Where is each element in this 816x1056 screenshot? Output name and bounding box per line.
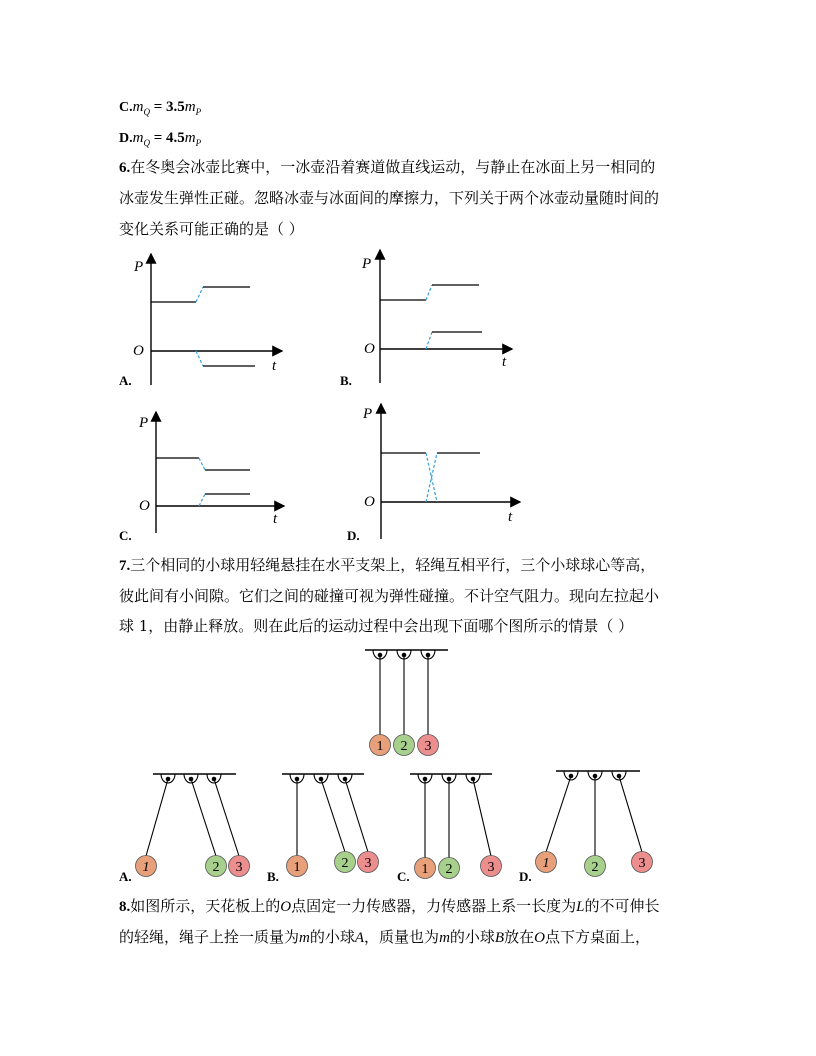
- string: [345, 779, 368, 852]
- q7-option-c-label: C.: [397, 869, 410, 884]
- y-axis-label: P: [363, 406, 373, 422]
- ball-label: 3: [487, 860, 495, 875]
- x-axis-label: t: [502, 354, 507, 370]
- string: [546, 776, 571, 852]
- option-formula: $m_Q = 3.5m_P$: [132, 99, 202, 117]
- option-letter: D.: [119, 131, 133, 146]
- option-letter: C.: [119, 100, 133, 115]
- y-axis-label: P: [139, 415, 149, 431]
- q7-option-d-label: D.: [519, 869, 532, 884]
- q7-option-b-label: B.: [267, 869, 279, 884]
- q8-line-1: 8.如图所示，天花板上的O点固定一力传感器，力传感器上系一长度为L的不可伸长: [119, 897, 660, 915]
- graph-d-label: D.: [347, 528, 360, 543]
- q6-text: 在冬奥会冰壶比赛中，一冰壶沿着赛道做直线运动，与静止在冰面上另一相同的: [130, 158, 656, 176]
- ball-label: 2: [445, 862, 453, 877]
- q7-line-2: 彼此间有小间隙。它们之间的碰撞可视为弹性碰撞。不计空气阻力。现向左拉起小: [119, 587, 660, 605]
- x-axis-label: t: [272, 358, 277, 374]
- graph-a-label: A.: [119, 373, 132, 388]
- origin-label: O: [139, 498, 150, 514]
- x-axis-label: t: [508, 509, 513, 525]
- y-axis-label: P: [362, 256, 372, 272]
- q6-line-3: 变化关系可能正确的是（ ）: [119, 220, 304, 238]
- y-axis-label: P: [134, 259, 144, 275]
- q6-line-2: 冰壶发生弹性正碰。忽略冰壶与冰面间的摩擦力，下列关于两个冰壶动量随时间的: [119, 189, 660, 207]
- q7-option-a-label: A.: [119, 869, 132, 884]
- q7-number: 7.: [119, 558, 131, 574]
- string: [619, 776, 642, 852]
- ball-label: 2: [400, 739, 408, 754]
- ball-label: 2: [591, 860, 599, 875]
- ball-label: 3: [364, 856, 372, 871]
- string: [214, 779, 239, 856]
- x-axis-label: t: [273, 511, 278, 527]
- graph-b-label: B.: [340, 373, 352, 388]
- ball-label: 3: [424, 739, 432, 754]
- ball-label: 1: [421, 862, 429, 877]
- string: [146, 779, 168, 856]
- ball-label: 1: [542, 856, 550, 871]
- q8-line-2: 的轻绳，绳子上拴一质量为m的小球A，质量也为m的小球B放在O点下方桌面上，: [119, 928, 650, 946]
- origin-label: O: [364, 341, 375, 357]
- ball-label: 3: [638, 856, 646, 871]
- option-formula: $m_Q = 4.5m_P$: [132, 130, 202, 148]
- origin-label: O: [364, 494, 375, 510]
- ball-label: 1: [293, 860, 301, 875]
- string: [191, 779, 216, 856]
- ball-label: 1: [142, 860, 150, 875]
- string: [473, 779, 491, 856]
- ball-label: 2: [212, 860, 220, 875]
- graph-c-label: C.: [119, 528, 132, 543]
- origin-label: O: [133, 343, 144, 359]
- q7-line-3: 球 1，由静止释放。则在此后的运动过程中会出现下面哪个图所示的情景（ ）: [119, 617, 634, 635]
- ball-label: 3: [235, 860, 243, 875]
- q7-text: 三个相同的小球用轻绳悬挂在水平支架上，轻绳互相平行，三个小球球心等高，: [130, 556, 656, 574]
- q6-number: 6.: [119, 160, 131, 176]
- ball-label: 1: [376, 739, 384, 754]
- ball-label: 2: [341, 856, 349, 871]
- string: [321, 779, 345, 852]
- q8-number: 8.: [119, 899, 131, 915]
